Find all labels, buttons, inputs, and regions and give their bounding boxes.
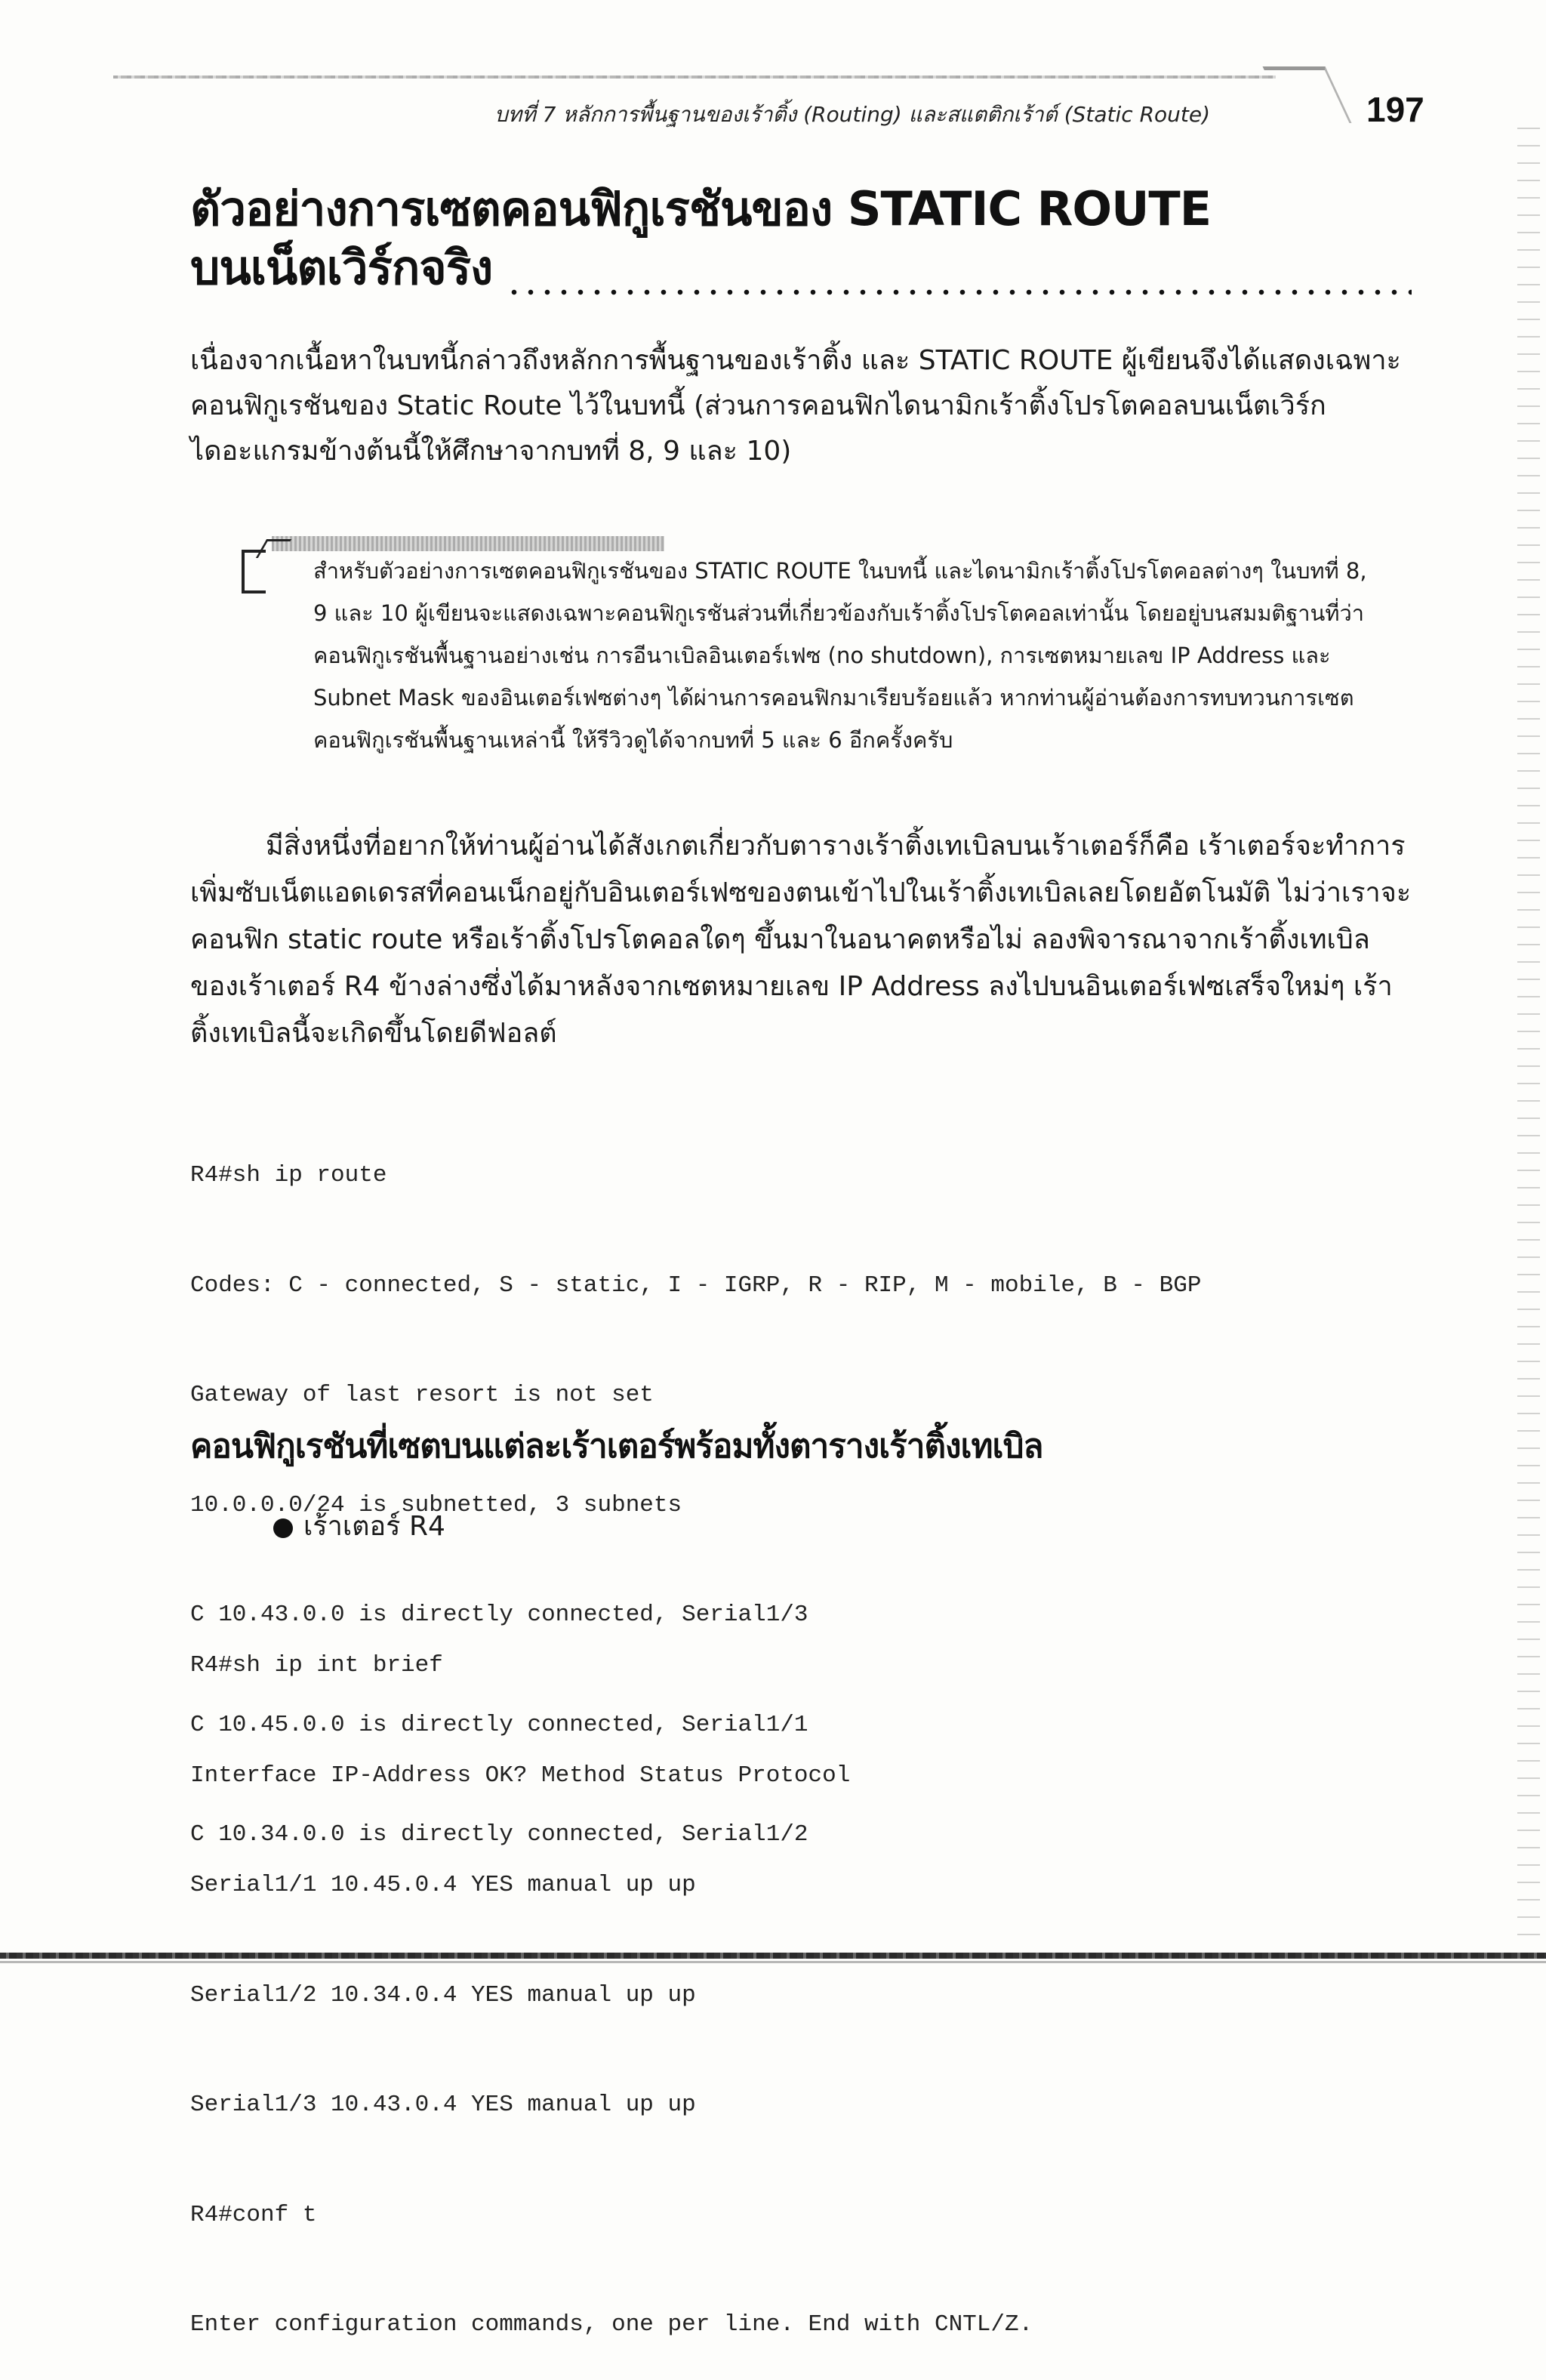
chapter-header: บทที่ 7 หลักการพื้นฐานของเร้าติ้ง (Routing) และสแตติกเร้าต์ (Static Route) (494, 102, 1211, 127)
bottom-rule (0, 1953, 1546, 1959)
page-header (0, 89, 1546, 134)
title-line-2: บนเน็ตเวิร์กจริง (190, 240, 493, 295)
code-line: Serial1/3 10.43.0.4 YES manual up up (190, 2092, 696, 2118)
note-box (272, 536, 1389, 785)
code-line: 10.0.0.0/24 is subnetted, 3 subnets (190, 1491, 682, 1518)
code-line: C 10.45.0.0 is directly connected, Serial1/1 (190, 1711, 808, 1738)
section-heading: คอนฟิกูเรชันที่เซตบนแต่ละเร้าเตอร์พร้อมทั้งตารางเร้าติ้งเทเบิล (190, 1427, 1043, 1466)
code-line: Serial1/1 10.45.0.4 YES manual up up (190, 1872, 696, 1898)
code-line: Interface IP-Address OK? Method Status Protocol (190, 1762, 851, 1789)
scan-edge (1517, 121, 1540, 1948)
top-rule (113, 76, 1276, 79)
bullet-item (273, 1504, 445, 1547)
bottom-rule-secondary (0, 1961, 1546, 1963)
title-line-1: ตัวอย่างการเซตคอนฟิกูเรชันของ STATIC ROUTE (190, 181, 1212, 236)
code-line: R4#sh ip route (190, 1162, 387, 1188)
body-paragraph (190, 823, 1413, 1057)
page-number: 197 (1366, 90, 1424, 129)
interface-brief-code (190, 1574, 1033, 2380)
code-line: R4#conf t (190, 2201, 317, 2228)
code-line: R4#sh ip int brief (190, 1652, 443, 1679)
note-tab (272, 536, 664, 551)
code-line: Codes: C - connected, S - static, I - IGRP, R - RIP, M - mobile, B - BGP (190, 1272, 1202, 1299)
note-text: สำหรับตัวอย่างการเซตคอนฟิกูเรชันของ STATIC ROUTE ในบทนี้ และไดนามิกเร้าติ้งโปรโตคอลต่างๆ ในบทที่ 8, 9 และ 10 ผู้เขียนจะแสดงเฉพาะคอนฟิกูเรชันส่วนที่เกี่ยวข้องกับเร้าติ้งโปรโตคอลเท่านั้น โดยอยู่บนสมมติฐานที่ว่าคอนฟิกูเรชันพื้นฐานอย่างเช่น การอีนาเบิลอินเตอร์เฟซ (no shutdown), การเซตหมายเลข IP Address และ Subnet Mask ของอินเตอร์เฟซต่างๆ ได้ผ่านการคอนฟิกมาเรียบร้อยแล้ว หากท่านผู้อ่านต้องการทบทวนการเซตคอนฟิกูเรชันพื้นฐานเหล่านี้ ให้รีวิวดูได้จากบทที่ 5 และ 6 อีกครั้งครับ (313, 558, 1367, 753)
intro-paragraph: เนื่องจากเนื้อหาในบทนี้กล่าวถึงหลักการพื้นฐานของเร้าติ้ง และ STATIC ROUTE ผู้เขียนจึงได้แสดงเฉพาะคอนฟิกูเรชันของ Static Route ไว้ในบทนี้ (ส่วนการคอนฟิกไดนามิกเร้าติ้งโปรโตคอลบนเน็ตเวิร์กไดอะแกรมข้างต้นนี้ให้ศึกษาจากบทที่ 8, 9 และ 10) (190, 345, 1401, 467)
code-line: C 10.43.0.0 is directly connected, Serial1/3 (190, 1602, 808, 1628)
bullet-label: เร้าเตอร์ R4 (303, 1511, 445, 1542)
bullet-icon (273, 1518, 293, 1538)
code-line: C 10.34.0.0 is directly connected, Serial1/2 (190, 1821, 808, 1848)
page-title (190, 180, 1398, 298)
code-line: Serial1/2 10.34.0.4 YES manual up up (190, 1981, 696, 2009)
code-line: Gateway of last resort is not set (190, 1382, 654, 1408)
body-paragraph-text: มีสิ่งหนึ่งที่อยากให้ท่านผู้อ่านได้สังเกตเกี่ยวกับตารางเร้าติ้งเทเบิลบนเร้าเตอร์ก็คือ เร้าเตอร์จะทำการเพิ่มซับเน็ตแอดเดรสที่คอนเน็กอยู่กับอินเตอร์เฟซของตนเข้าไปในเร้าติ้งเทเบิลเลยโดยอัตโนมัติ ไม่ว่าเราจะคอนฟิก static route หรือเร้าติ้งโปรโตคอลใดๆ ขึ้นมาในอนาคตหรือไม่ ลองพิจารณาจากเร้าติ้งเทเบิลของเร้าเตอร์ R4 ข้างล่างซึ่งได้มาหลังจากเซตหมายเลข IP Address ลงไปบนอินเตอร์เฟซเสร็จใหม่ๆ เร้าติ้งเทเบิลนี้จะเกิดขึ้นโดยดีฟอลต์ (190, 831, 1412, 1049)
code-line: Enter configuration commands, one per line. End with CNTL/Z. (190, 2311, 1033, 2338)
title-dotted-leader (506, 288, 1412, 296)
